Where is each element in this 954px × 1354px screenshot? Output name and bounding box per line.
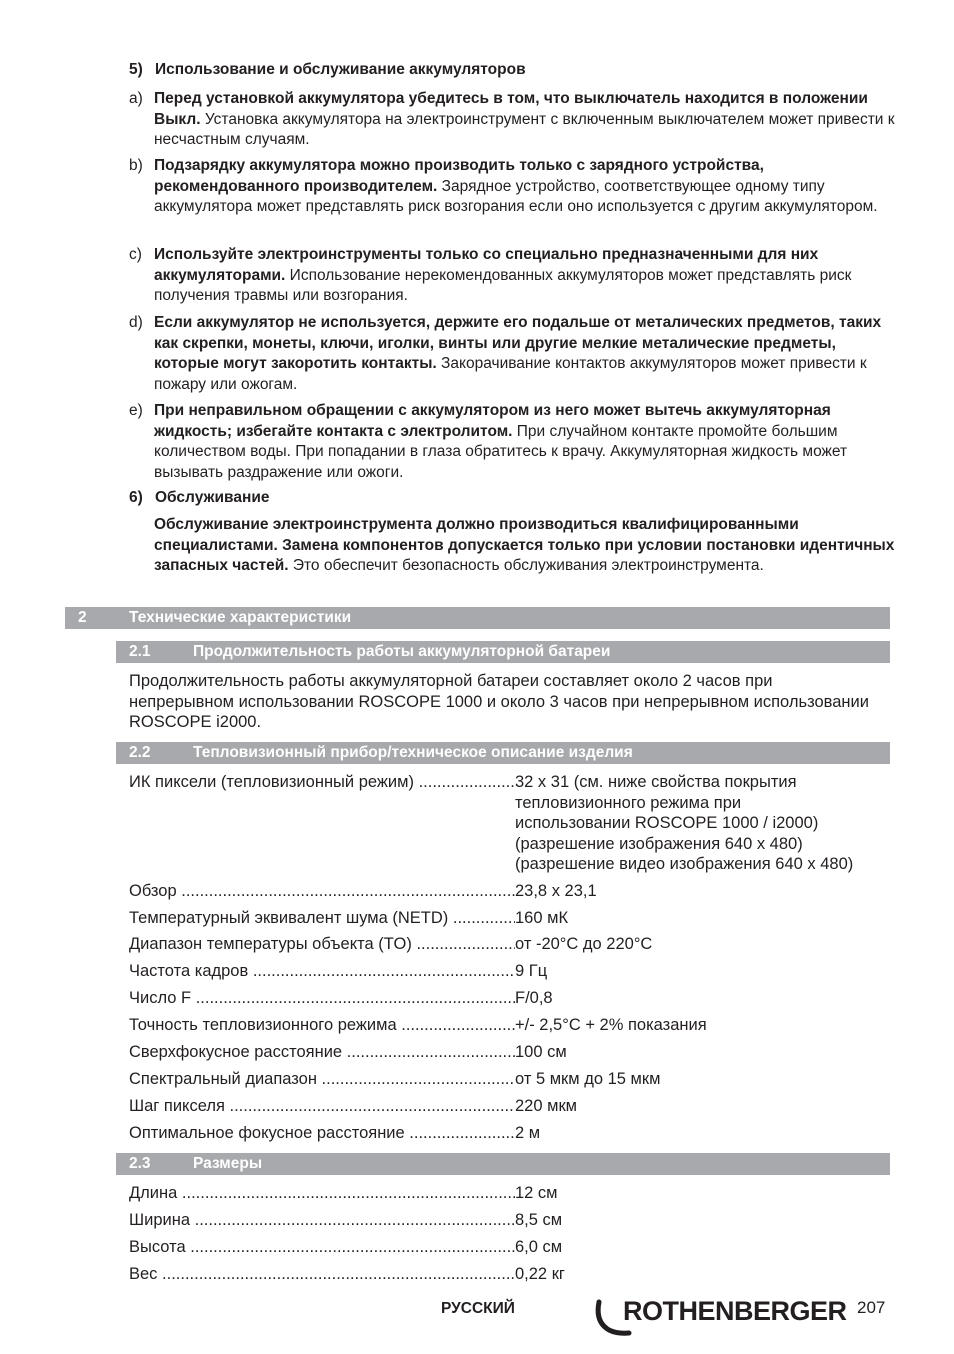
spec-name: Число F ..... xyxy=(129,988,515,1009)
spec-name: Точность тепловизионного режима ..... xyxy=(129,1015,515,1036)
section-2-2-bar xyxy=(116,742,890,764)
section-6-number: 6) xyxy=(129,489,143,506)
battery-life-paragraph: Продолжительность работы аккумуляторной батареи составляет около 2 часов при непрерывном использовании ROSCOPE 1000 и около 3 часов при непрерывном использовании ROSCOPE i2000. xyxy=(129,672,869,731)
section-6-title: Обслуживание xyxy=(155,489,270,506)
spec-value: от -20°C до 220°C xyxy=(515,935,653,953)
spec-name: Шаг пикселя ..... xyxy=(129,1096,515,1117)
spec-value: от 5 мкм до 15 мкм xyxy=(515,1070,661,1088)
list-item-text: Зарядное устройство, соответствующее одному типу аккумулятора может представлять риск возгорания если оно используется с другим аккумулятором. xyxy=(154,177,878,215)
spec-name: Диапазон температуры объекта (TO) ..... xyxy=(129,934,515,955)
spec-name: Сверхфокусное расстояние ..... xyxy=(129,1042,515,1063)
section-2-1-bar xyxy=(116,641,890,663)
page-number: 207 xyxy=(857,1298,886,1317)
list-item-label: b) xyxy=(129,157,143,174)
list-item-label: e) xyxy=(129,402,143,419)
spec-name: Ширина ..... xyxy=(129,1210,515,1231)
spec-name: Спектральный диапазон ..... xyxy=(129,1069,515,1090)
spec-name: Высота ..... xyxy=(129,1237,515,1258)
list-item-bold: Подзарядку аккумулятора можно производить только с зарядного устройства, рекомендованного производителем. xyxy=(154,157,764,195)
list-item-text: Установка аккумулятора на электроинструмент с включенным выключателем может привести к несчастным случаям. xyxy=(154,110,895,148)
section-6-text: Это обеспечит безопасность обслуживания электроинструмента. xyxy=(288,557,764,574)
footer-language: РУССКИЙ xyxy=(441,1300,515,1317)
spec-name: Обзор ..... xyxy=(129,881,515,902)
spec-value: +/- 2,5°C + 2% показания xyxy=(515,1016,707,1034)
list-item-b xyxy=(129,156,899,218)
spec-value: 100 см xyxy=(515,1043,567,1061)
logo-text: ROTHENBERGER xyxy=(623,1296,847,1326)
section-6-body xyxy=(154,515,899,577)
list-item-label: c) xyxy=(129,246,142,263)
spec-name: Частота кадров ..... xyxy=(129,961,515,982)
list-item-d xyxy=(129,313,899,395)
spec-name: ИК пиксели (тепловизионный режим) ..... xyxy=(129,772,515,793)
chapter-title: Технические характеристики xyxy=(129,609,352,626)
spec-value: 9 Гц xyxy=(515,962,548,980)
section-5-title: Использование и обслуживание аккумуляторов xyxy=(155,61,526,78)
list-item-bold: Используйте электроинструменты только со специально предназначенными для них аккумуляторами. xyxy=(154,246,819,284)
section-6-heading xyxy=(129,489,269,507)
spec-value: 0,22 кг xyxy=(515,1265,565,1283)
section-number: 2.3 xyxy=(129,1155,151,1172)
section-2-3-bar xyxy=(116,1153,890,1175)
list-item-text: При случайном контакте промойте большим количеством воды. При попадании в глаза обратитесь к врачу. Аккумуляторная жидкость может вызывать раздражение или ожоги. xyxy=(154,422,848,481)
chapter-2-bar xyxy=(65,607,890,629)
list-item-text: Использование нерекомендованных аккумуляторов может представлять риск получения травмы или возгорания. xyxy=(154,266,852,304)
section-6-bold: Обслуживание электроинструмента должно производиться квалифицированными специалистами. Замена компонентов допускается только при условии постановки идентичных запасных частей. xyxy=(154,516,895,574)
rothenberger-logo xyxy=(593,1294,847,1338)
spec-value: 2 м xyxy=(515,1124,541,1142)
spec-value: F/0,8 xyxy=(515,989,553,1007)
spec-value: 6,0 см xyxy=(515,1238,563,1256)
chapter-number: 2 xyxy=(78,609,87,626)
list-item-label: a) xyxy=(129,90,143,107)
list-item-text: Закорачивание контактов аккумуляторов может привести к пожару или ожогам. xyxy=(154,355,867,393)
section-title: Размеры xyxy=(193,1155,263,1172)
spec-value: 220 мкм xyxy=(515,1097,578,1115)
spec-value: 32 x 31 (см. ниже свойства покрытия тепловизионного режима при использовании ROSCOPE 1000 / i2000) (разрешение изображения 640 x 480) (разрешение видео изображения 640 x 480) xyxy=(515,773,854,873)
section-5-number: 5) xyxy=(129,61,143,78)
list-item-bold: Перед установкой аккумулятора убедитесь в том, что выключатель находится в положении Выкл. xyxy=(154,90,868,128)
list-item-label: d) xyxy=(129,314,143,331)
section-number: 2.2 xyxy=(129,744,151,761)
list-item-bold: Если аккумулятор не используется, держите его подальше от металических предметов, таких как скрепки, монеты, ключи, иголки, винты или другие мелкие металические предметы, которые могут закоротить контакты. xyxy=(154,314,882,372)
list-item-bold: При неправильном обращении с аккумулятором из него может вытечь аккумуляторная жидкость; избегайте контакта с электролитом. xyxy=(154,402,831,440)
spec-name: Оптимальное фокусное расстояние ..... xyxy=(129,1123,515,1144)
spec-value: 8,5 см xyxy=(515,1211,563,1229)
spec-value: 23,8 x 23,1 xyxy=(515,882,597,900)
list-item-e xyxy=(129,401,899,483)
spec-name: Вес ..... xyxy=(129,1264,515,1285)
section-number: 2.1 xyxy=(129,643,151,660)
spec-name: Длина ..... xyxy=(129,1183,515,1204)
section-5-heading xyxy=(129,61,526,79)
spec-value: 12 см xyxy=(515,1184,558,1202)
list-item-c xyxy=(129,245,899,307)
section-title: Тепловизионный прибор/техническое описание изделия xyxy=(193,744,633,761)
section-title: Продолжительность работы аккумуляторной батареи xyxy=(193,643,611,660)
spec-value: 160 мК xyxy=(515,909,569,927)
spec-name: Температурный эквивалент шума (NETD) ..... xyxy=(129,908,515,929)
list-item-a xyxy=(129,89,899,151)
